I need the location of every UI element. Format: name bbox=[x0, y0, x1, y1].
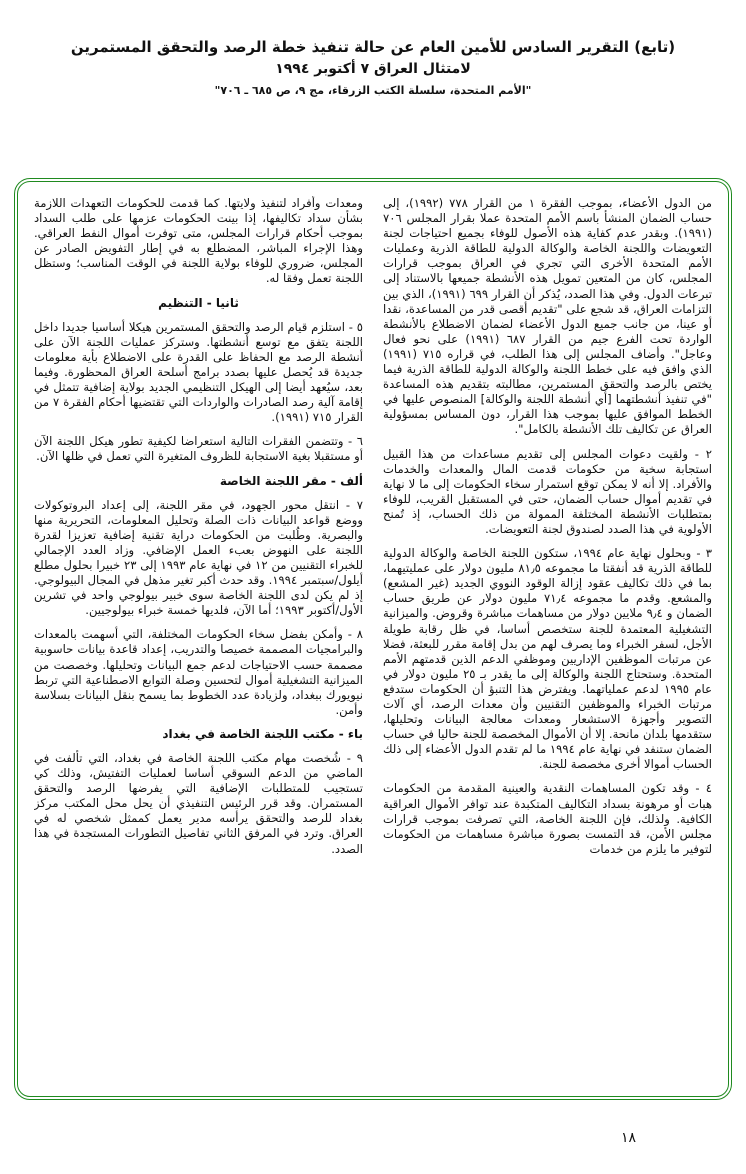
page-number: ١٨ bbox=[620, 1130, 636, 1146]
paragraph-4: ٤ - وقد تكون المساهمات النقدية والعينية المقدمة من الحكومات هبات أو مرهونة بسداد التكاليف المتكبدة عند توافر الأموال العراقية الكافية. ولذلك، فإن اللجنة الخاصة، التي تصرفت بموجب قرارات مجلس الأمن، قد التمست بصورة مباشرة مساهمات من الحكومات لتوفير ما يلزم من خدمات bbox=[383, 781, 712, 856]
section-heading-second: ثانيا - التنظيم bbox=[158, 295, 239, 310]
document-title-line-1: (تابع) التقرير السادس للأمين العام عن حالة تنفيذ خطة الرصد والتحقق المستمرين bbox=[70, 38, 676, 56]
column-right bbox=[383, 196, 712, 1082]
column-left bbox=[34, 196, 363, 1082]
paragraph-continuation-left: ومعدات وأفراد لتنفيذ ولايتها. كما قدمت للحكومات التعهدات اللازمة بشأن سداد تكاليفها، إذا بينت الحكومات عزمها على طلب السداد بموجب أحكام قرارات المجلس، متى توفرت أموال النفط العراقي. وهذا الإجراء المباشر، المضطلع به في إطار التفويض الصادر عن المجلس، ضروري للوفاء بولاية اللجنة في الوقت المناسب؛ وستظل اللجنة تعمل وفقا له. bbox=[34, 196, 363, 286]
paragraph-continuation-right: من الدول الأعضاء، بموجب الفقرة ١ من القرار ٧٧٨ (١٩٩٢)، إلى حساب الضمان المنشأ باسم الأمم المتحدة عملا بقرار المجلس ٧٠٦ (١٩٩١). وبقدر عدم كفاية هذه الأصول للوفاء بجميع احتياجات لجنة التعويضات واللجنة الخاصة والوكالة الدولية للطاقة الذرية وعمليات الأمم المتحدة الأخرى التي تجري في العراق بموجب قرارات المجلس، كان من المتعين تمويل هذه الأنشطة جميعها بالاستناد إلى تبرعات الدول. وفي هذا الصدد، يُذكر أن القرار ٦٩٩ (١٩٩١)، الذي بين التزامات العراق، قد شجع على "تقديم أقصى قدر من المساعدة، نقدا أو عينا، من جانب جميع الدول الأعضاء لضمان الاضطلاع بالأنشطة الواردة تحت الفرع جيم من القرار ٦٨٧ (١٩٩١) على نحو فعال وعاجل". وأضاف المجلس إلى هذا الطلب، في قراره ٧١٥ (١٩٩١) الذي وافق فيه على خطط اللجنة والوكالة الدولية للطاقة الذرية فيما يختص بالرصد والتحقق المستمرين، مطالبته بتقديم هذه المساعدة "في تنفيذ أنشطتهما [أي أنشطة اللجنة والوكالة] المنصوص عليها في الخطط الموافق عليها بموجب هذا القرار، دون المساس بمسؤولية العراق عن تكاليف تلك الأنشطة بالكامل". bbox=[383, 196, 712, 437]
two-column-layout bbox=[34, 196, 712, 1082]
green-border-content-box bbox=[14, 178, 732, 1100]
document-title-line-2: لامتثال العراق ٧ أكتوبر ١٩٩٤ bbox=[275, 61, 471, 77]
paragraph-3: ٣ - وبحلول نهاية عام ١٩٩٤، ستكون اللجنة الخاصة والوكالة الدولية للطاقة الذرية قد أنفقتا ما مجموعه ٨١٫٥ مليون دولار على عمليتيهما، بما في ذلك تكاليف عقود إزالة الوقود النووي الجديد (غير المشعع) والمشعع. وقدم ما مجموعه ٧١٫٤ مليون دولار عن طريق حساب الضمان و ٩٫٤ ملايين دولار من مساهمات مباشرة وقروض. والميزانية التشغيلية المعتمدة للجنة ستخصص أساسا، في ظل رقابة طويلة الأجل، لسفر الخبراء وما يصرف لهم من بدل إقامة مقرر للبعثة، فضلا عن مرتبات الموظفين الإداريين وموظفي الدعم الذين قدمتهم الأمم المتحدة. وستحتاج اللجنة والوكالة إلى ما يقدر بـ ٢٥ مليون دولار في عام ١٩٩٥ لدعم عملياتهما. ويفترض هذا التنبؤ أن الحكومات ستدفع مرتبات الخبراء والموظفين التقنيين وأن معدات الرصد، أي آلات التصوير وأجهزة الاستشعار ومعدات معالجة البيانات وتحليلها، ستقدمها بلدان مانحة. إلا أن الأموال المخصصة للجنة حاليا في حساب الضمان ستنفد في نهاية عام ١٩٩٤ ما لم تقدم الدول الأعضاء إلى ذلك الحساب أموالا أخرى مخصصة للجنة. bbox=[383, 546, 712, 772]
document-source-citation: "الأمم المتحدة، سلسلة الكتب الزرقاء، مج ٩، ص ٦٨٥ ـ ٧٠٦" bbox=[214, 84, 532, 97]
paragraph-9: ٩ - شُخصت مهام مكتب اللجنة الخاصة في بغداد، التي تألفت في الماضي من الدعم السوقي أساسا لعمليات التفتيش، وذلك كي تستجيب للمتطلبات الإضافية التي يفرضها الرصد والتحقق المستمران. وقد قرر الرئيس التنفيذي أن يحل محل المكتب مركز بغداد للرصد والتحقق يرأسه مدير يعمل كممثل شخصي له في العراق. وترد في المرفق الثاني تفاصيل التطورات المستجدة في هذا الصدد. bbox=[34, 751, 363, 856]
paragraph-8: ٨ - وأمكن بفضل سخاء الحكومات المختلفة، التي أسهمت بالمعدات والبرامجيات المصممة خصيصا والتدريب، إعداد قاعدة بيانات حاسوبية مصممة حسب الاحتياجات لدعم جمع البيانات وتحليلها. وخصصت من الميزانية التشغيلية أموال لتحسين وصلة التوابع الاصطناعية التي تربط نيويورك ببغداد، ولزيادة عدد الخطوط بما يسمح بنقل البيانات بسلاسة وأمن. bbox=[34, 627, 363, 717]
paragraph-6: ٦ - وتتضمن الفقرات التالية استعراضا لكيفية تطور هيكل اللجنة الآن أو مستقبلا بغية الاستجابة للظروف المتغيرة التي تعمل في ظلها الآن. bbox=[34, 434, 363, 464]
paragraph-7: ٧ - انتقل محور الجهود، في مقر اللجنة، إلى إعداد البروتوكولات ووضع قواعد البيانات ذات الصلة وتحليل المعلومات، التحريرية منها والبصرية. وطُلبت من الحكومات دراية تقنية إضافية تعزيزا لقدرة اللجنة على النهوض بعبء العمل الإضافي. وزاد العدد الإجمالي للخبراء التقنيين من ١٢ في نهاية عام ١٩٩٣ إلى ٢٣ خبيرا بحلول مطلع أيلول/سبتمبر ١٩٩٤. وقد حدث أكبر تغير مذهل في المجال البيولوجي. إذ لم يكن لدى اللجنة الخاصة سوى خبير بيولوجي واحد في تشرين الأول/أكتوبر ١٩٩٣؛ أما الآن، فلديها خمسة خبراء بيولوجيين. bbox=[34, 497, 363, 618]
section-heading-alif: ألف - مقر اللجنة الخاصة bbox=[219, 473, 363, 488]
document-header bbox=[0, 38, 746, 97]
paragraph-2: ٢ - ولقيت دعوات المجلس إلى تقديم مساعدات من هذا القبيل استجابة سخية من حكومات قدمت المال والمعدات والخدمات والأفراد. إلا أنه لا يمكن توقع استمرار سخاء الحكومات إلى ما لا نهاية في تقديم أموال حساب الضمان، حتى في المستقبل القريب، للوفاء بمتطلبات الأنشطة المختلفة الممولة من ذلك الحساب، إذ تُمنح الأولوية في هذا الصدد لصندوق لجنة التعويضات. bbox=[383, 446, 712, 536]
section-heading-baa: باء - مكتب اللجنة الخاصة في بغداد bbox=[162, 726, 363, 741]
paragraph-5: ٥ - استلزم قيام الرصد والتحقق المستمرين هيكلا أساسيا جديدا داخل اللجنة يتفق مع توسع أنشطتها. وستركز عمليات اللجنة الآن على أنشطة الرصد مع الحفاظ على القدرة على الاضطلاع بأية معلومات جديدة قد يُحصل عليها بصدد برامج أسلحة العراق المحظورة. وفيما بعد، سيُعهد أيضا إلى الهيكل التنظيمي الجديد بولاية إضافية تتمثل في إقامة آلية رصد الصادرات والواردات التي تقتضيها أحكام الفقرة ٧ من القرار ٧١٥ (١٩٩١). bbox=[34, 319, 363, 425]
document-page bbox=[0, 38, 746, 1174]
